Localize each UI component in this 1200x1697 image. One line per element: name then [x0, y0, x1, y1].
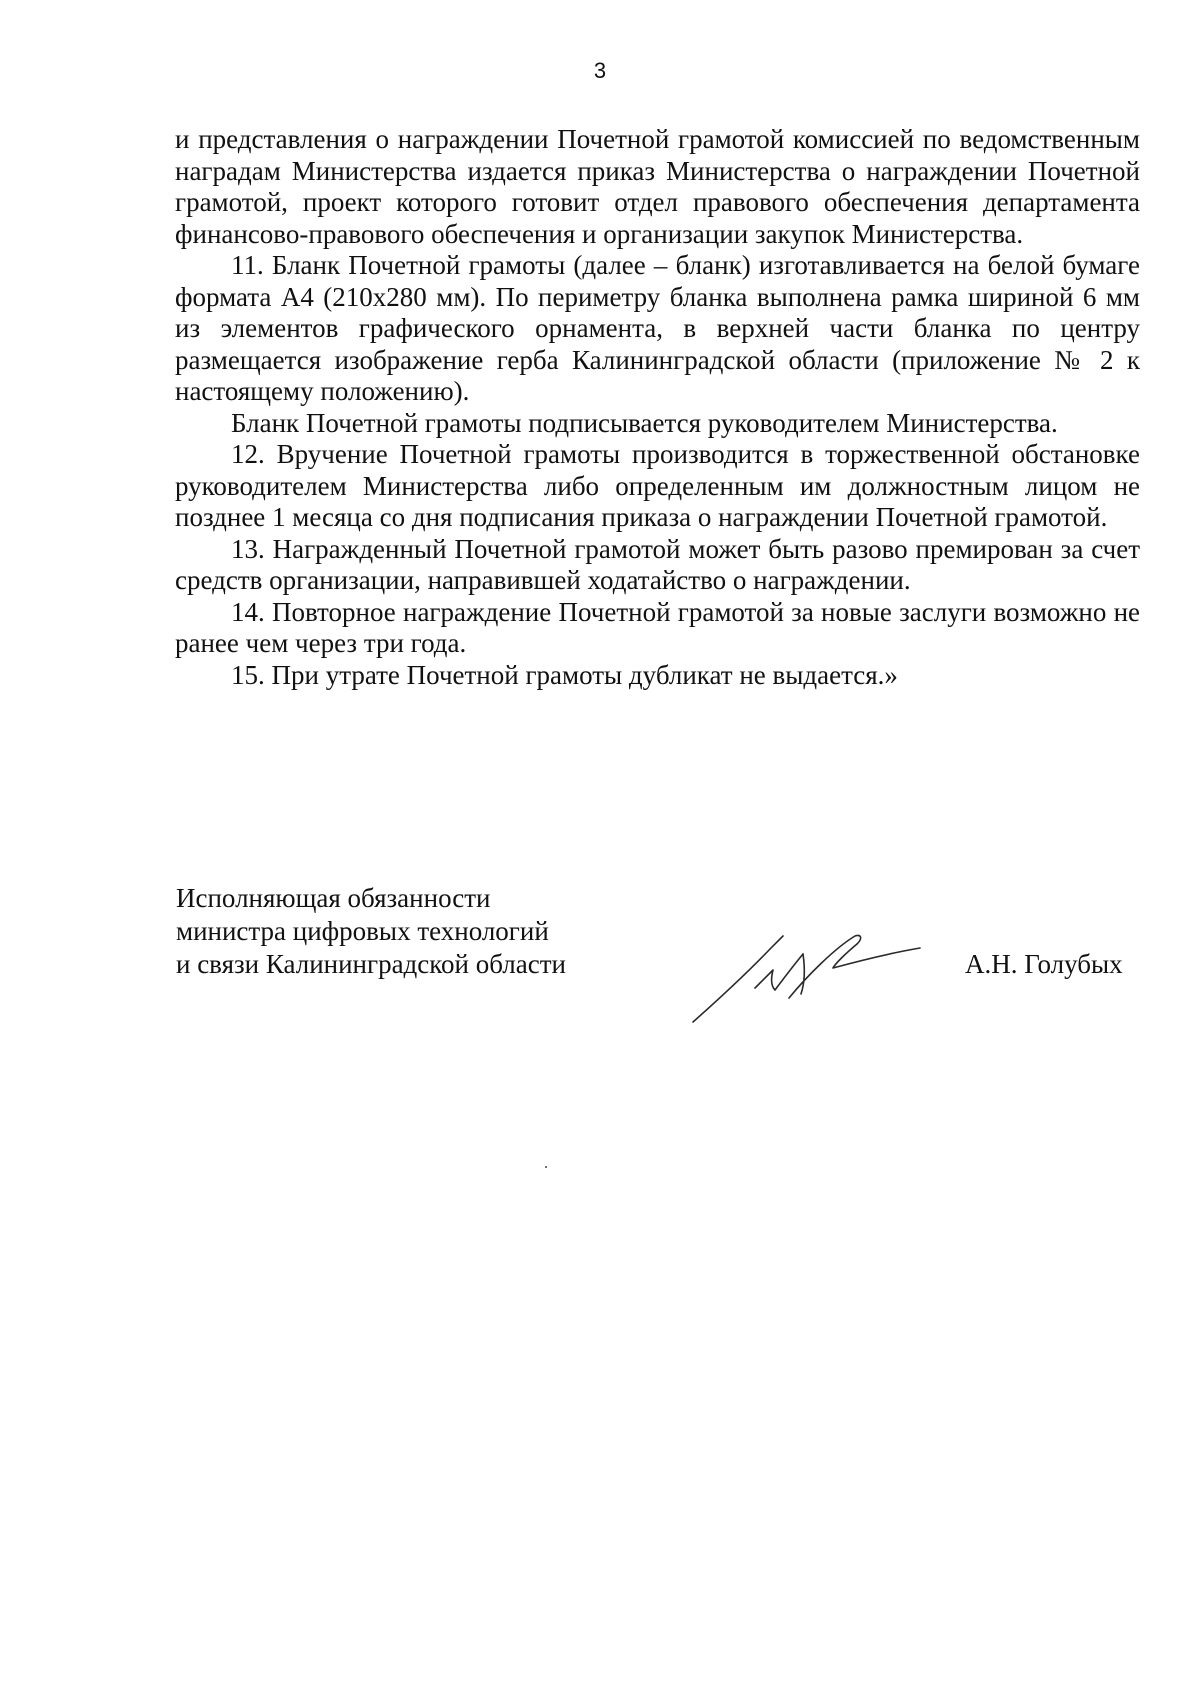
paragraph-item-11: 11. Бланк Почетной грамоты (далее – бланк) изготавливается на белой бумаге формата А4 (210х280 мм). По периметру бланка выполнена рамка шириной 6 мм из элементов графического орнамента, в верхней части бланка по центру размещается изображение герба Калининградской области (приложение № 2 к настоящему положению). [175, 250, 1140, 406]
document-body [175, 124, 1140, 691]
paragraph-item-15: 15. При утрате Почетной грамоты дубликат не выдается.» [231, 659, 898, 690]
handwritten-signature [685, 928, 955, 1028]
signatory-position-line: и связи Калининградской области [176, 949, 566, 979]
signatory-position-line: Исполняющая обязанности [176, 883, 491, 913]
paragraph-item-13: 13. Награжденный Почетной грамотой может быть разово премирован за счет средств организации, направившей ходатайство о награждении. [175, 533, 1140, 595]
paragraph-item-14: 14. Повторное награждение Почетной грамотой за новые заслуги возможно не ранее чем через три года. [175, 596, 1140, 658]
paragraph-continuation: и представления о награждении Почетной грамотой комиссией по ведомственным наградам Министерства издается приказ Министерства о награждении Почетной грамотой, проект которого готовит отдел правового обеспечения департамента финансово-правового обеспечения и организации закупок Министерства. [175, 124, 1140, 249]
signatory-name: А.Н. Голубых [965, 949, 1123, 979]
signatory-position [176, 882, 566, 981]
signatory-position-line: министра цифровых технологий [176, 916, 549, 946]
paragraph-item-12: 12. Вручение Почетной грамоты производится в торжественной обстановке руководителем Министерства либо определенным им должностным лицом не позднее 1 месяца со дня подписания приказа о награждении Почетной грамотой. [175, 439, 1140, 532]
page-number: 3 [593, 58, 607, 83]
paragraph-signing-note: Бланк Почетной грамоты подписывается руководителем Министерства. [231, 407, 1058, 438]
scan-speck [545, 1166, 547, 1168]
